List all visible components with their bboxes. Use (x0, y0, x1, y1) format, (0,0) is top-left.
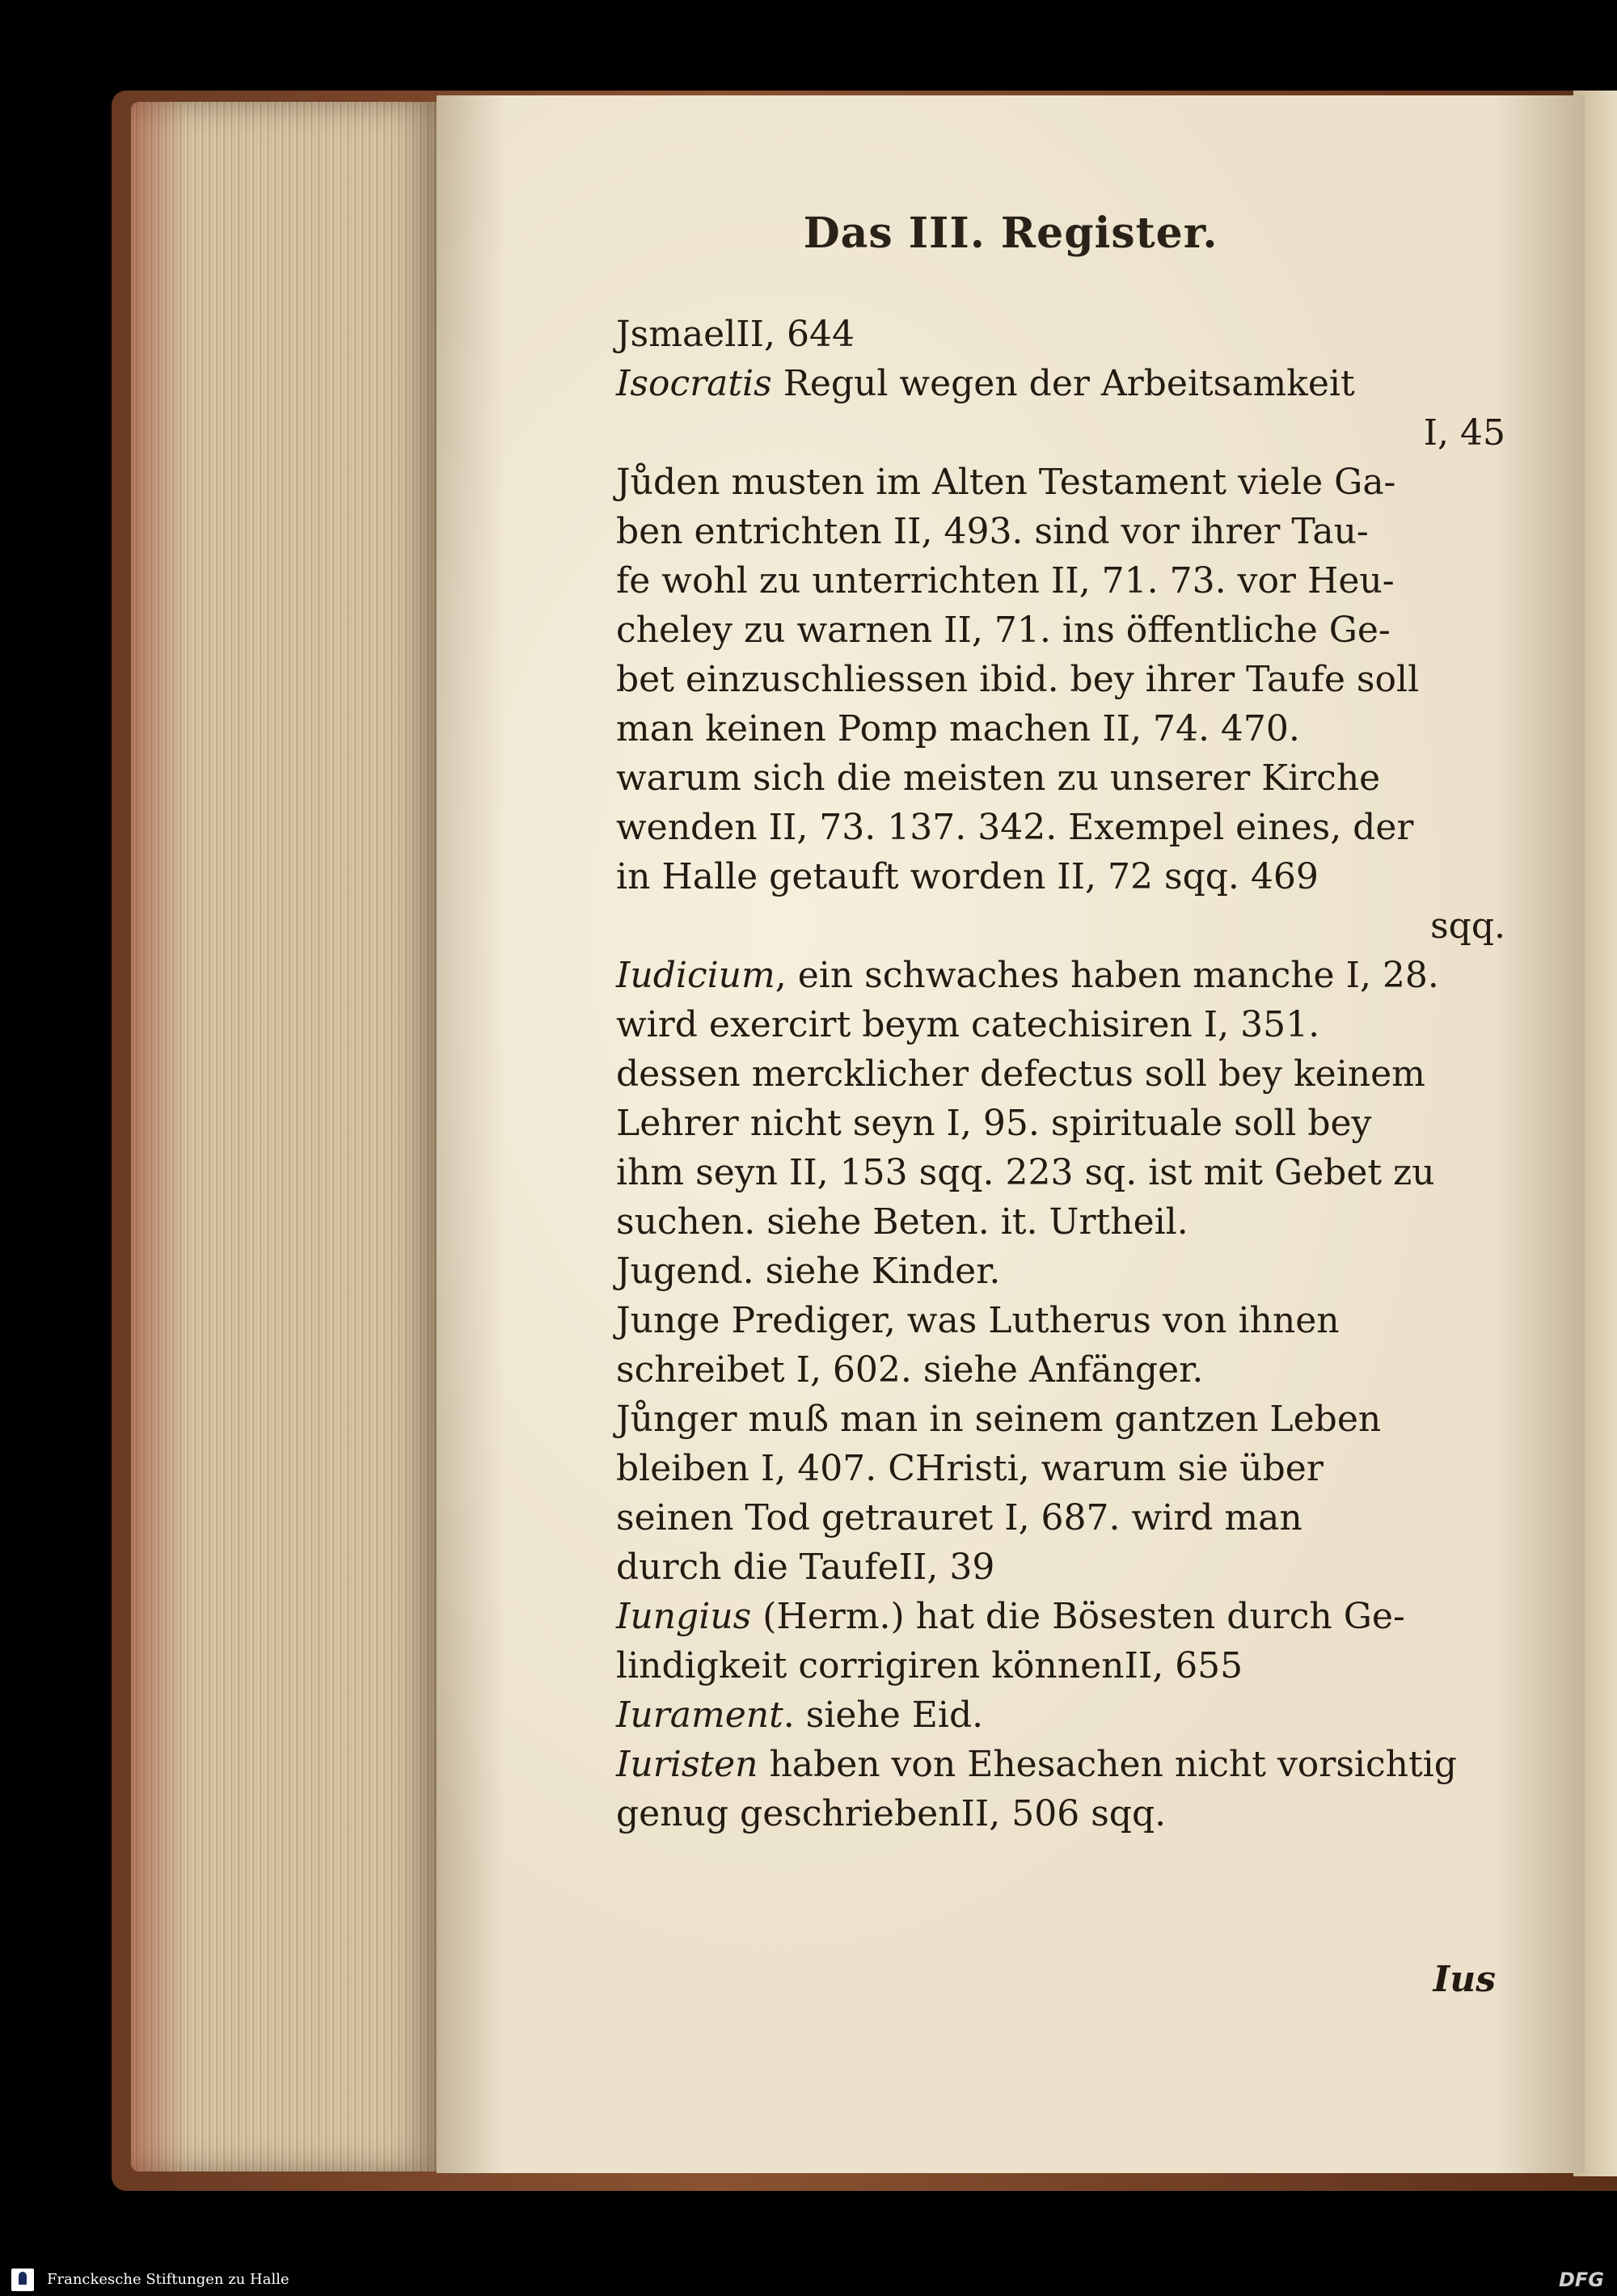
entry-line (616, 852, 1505, 901)
entry-line (616, 1197, 1505, 1247)
register-entry (616, 951, 1505, 1247)
entry-line (665, 408, 1505, 458)
institution-logo-icon (11, 2269, 34, 2291)
entry-text: wenden II, 73. 137. 342. Exempel eines, der (616, 807, 1414, 848)
entry-line (616, 803, 1505, 852)
register-entry (616, 1296, 1505, 1395)
register-entries (616, 310, 1505, 1838)
latin-headword: Iurament (616, 1695, 783, 1736)
entry-line (616, 1148, 1505, 1197)
entry-line (616, 951, 1505, 1000)
entry-text: in Halle getauft worden II, 72 sqq. 469 (616, 856, 1319, 897)
entry-line (616, 1049, 1505, 1099)
entry-text: genug geschrieben (616, 1793, 961, 1834)
entry-text: Jůnger muß man in seinem gantzen Leben (616, 1399, 1382, 1440)
entry-text: bleiben I, 407. CHristi, warum sie über (616, 1448, 1324, 1489)
entry-text: Jůden musten im Alten Testament viele Ga- (616, 462, 1396, 503)
register-entry (616, 310, 1505, 359)
institution-name: Franckesche Stiftungen zu Halle (47, 2271, 289, 2288)
entry-line (616, 1345, 1505, 1395)
page-reference: II, 655 (1124, 1645, 1243, 1686)
entry-text: suchen. siehe Beten. it. Urtheil. (616, 1201, 1188, 1243)
entry-line (616, 1740, 1505, 1789)
catchword: Ius (1433, 1959, 1496, 2000)
page-reference: I, 45 (1423, 412, 1505, 454)
running-head: Das III. Register. (803, 209, 1218, 258)
entry-text: Junge Prediger, was Lutherus von ihnen (616, 1300, 1340, 1341)
entry-line (616, 753, 1505, 803)
page-reference: II, 39 (898, 1547, 995, 1588)
register-entry (616, 1592, 1505, 1690)
entry-text: schreibet I, 602. siehe Anfänger. (616, 1349, 1204, 1391)
entry-line (616, 1641, 1505, 1690)
entry-line (616, 507, 1505, 556)
page-reference: II, 644 (736, 314, 855, 355)
entry-line (616, 1592, 1505, 1641)
entry-text: bet einzuschliessen ibid. bey ihrer Taufe soll (616, 659, 1420, 700)
dfg-badge: DFG (1558, 2269, 1604, 2291)
entry-line (616, 606, 1505, 655)
entry-text: , ein schwaches haben manche I, 28. (775, 955, 1439, 996)
page-reference: sqq. (1430, 905, 1505, 947)
latin-headword: Iuristen (616, 1744, 758, 1785)
entry-text: cheley zu warnen II, 71. ins öffentliche Ge- (616, 610, 1391, 651)
entry-line (616, 1543, 1505, 1592)
entry-text: Jugend. siehe Kinder. (616, 1251, 1001, 1292)
book-page (437, 95, 1585, 2173)
page-reference: II, 506 sqq. (960, 1793, 1167, 1834)
register-entry (616, 1395, 1505, 1592)
entry-line (665, 901, 1505, 951)
entry-line (616, 1296, 1505, 1345)
entry-line (616, 1493, 1505, 1543)
register-entry (616, 1247, 1505, 1296)
entry-text: haben von Ehesachen nicht vorsichtig (758, 1744, 1457, 1785)
entry-text: Lehrer nicht seyn I, 95. spirituale soll bey (616, 1103, 1372, 1144)
entry-line (616, 1000, 1505, 1049)
register-entry (616, 359, 1505, 458)
register-entry (616, 1690, 1505, 1740)
latin-headword: Isocratis (616, 363, 772, 404)
viewer-footer (0, 2264, 1617, 2296)
register-entry (616, 1740, 1505, 1838)
entry-text: lindigkeit corrigiren können (616, 1645, 1125, 1686)
entry-text: ben entrichten II, 493. sind vor ihrer Tau- (616, 511, 1369, 552)
entry-text: man keinen Pomp machen II, 74. 470. (616, 708, 1300, 749)
latin-headword: Iungius (616, 1596, 752, 1637)
entry-line (616, 1247, 1505, 1296)
entry-line (616, 1395, 1505, 1444)
entry-text: dessen mercklicher defectus soll bey keinem (616, 1053, 1425, 1095)
entry-line (616, 359, 1505, 408)
entry-line (616, 1690, 1505, 1740)
entry-line (616, 556, 1505, 606)
entry-line (616, 458, 1505, 507)
entry-text: Regul wegen der Arbeitsamkeit (771, 363, 1355, 404)
entry-line (616, 704, 1505, 753)
entry-text: fe wohl zu unterrichten II, 71. 73. vor Heu- (616, 560, 1395, 601)
entry-line (616, 1099, 1505, 1148)
entry-line (616, 1444, 1505, 1493)
entry-text: (Herm.) hat die Bösesten durch Ge- (751, 1596, 1405, 1637)
entry-line (616, 655, 1505, 704)
entry-text: Jsmael (616, 314, 737, 355)
entry-text: . siehe Eid. (783, 1695, 984, 1736)
entry-text: seinen Tod getrauret I, 687. wird man (616, 1497, 1302, 1538)
entry-text: warum sich die meisten zu unserer Kirche (616, 758, 1381, 799)
entry-line (616, 1789, 1505, 1838)
entry-line (616, 310, 1505, 359)
entry-text: durch die Taufe (616, 1547, 899, 1588)
latin-headword: Iudicium (616, 955, 775, 996)
entry-text: ihm seyn II, 153 sqq. 223 sq. ist mit Gebet zu (616, 1152, 1435, 1193)
register-entry (616, 458, 1505, 951)
page-edges (131, 102, 446, 2171)
entry-text: wird exercirt beym catechisiren I, 351. (616, 1004, 1320, 1045)
